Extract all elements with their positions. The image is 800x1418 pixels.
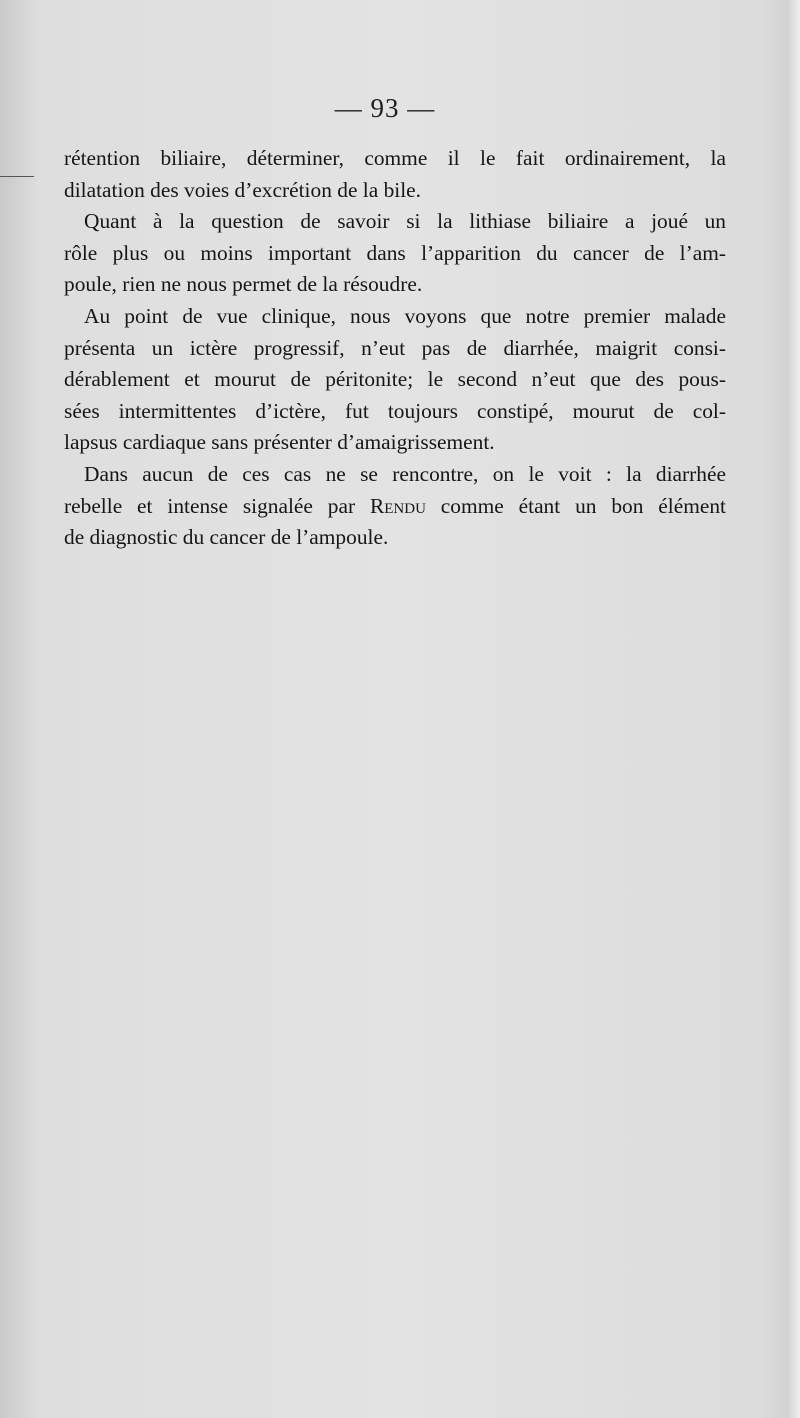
text-line: poule, rien ne nous permet de la résoudre. bbox=[64, 272, 423, 297]
text-line: Quant à la question de savoir si la lithiase biliaire a joué un bbox=[84, 209, 726, 234]
paragraph-1 bbox=[64, 143, 726, 206]
text-line: présenta un ictère progressif, n’eut pas de diarrhée, maigrit consi- bbox=[64, 335, 726, 360]
page-number: — 93 — bbox=[334, 93, 436, 123]
text-line: sées intermittentes d’ictère, fut toujours constipé, mourut de col- bbox=[64, 398, 726, 423]
author-name: Rendu bbox=[369, 493, 426, 518]
text-line: de diagnostic du cancer de l’ampoule. bbox=[64, 525, 389, 550]
paragraph-4 bbox=[64, 459, 726, 554]
text-line: rétention biliaire, déterminer, comme il le fait ordinairement, la bbox=[64, 146, 726, 170]
margin-mark bbox=[0, 176, 34, 177]
text-segment: comme étant un bon élément bbox=[425, 493, 726, 518]
text-line: dérablement et mourut de péritonite; le second n’eut que des pous- bbox=[64, 367, 726, 392]
body-text bbox=[64, 143, 726, 554]
text-line: Dans aucun de ces cas ne se rencontre, on le voit : la diarrhée bbox=[84, 461, 726, 486]
paragraph-2 bbox=[64, 206, 726, 301]
text-line: dilatation des voies d’excrétion de la bile. bbox=[64, 177, 421, 202]
page-edge bbox=[786, 0, 800, 1418]
text-segment: rebelle et intense signalée par bbox=[64, 493, 370, 518]
paragraph-3 bbox=[64, 301, 726, 459]
text-line: Au point de vue clinique, nous voyons que notre premier malade bbox=[84, 303, 726, 328]
text-line: rôle plus ou moins important dans l’apparition du cancer de l’am- bbox=[64, 240, 726, 265]
text-line bbox=[64, 491, 726, 523]
text-line: lapsus cardiaque sans présenter d’amaigrissement. bbox=[64, 430, 495, 455]
